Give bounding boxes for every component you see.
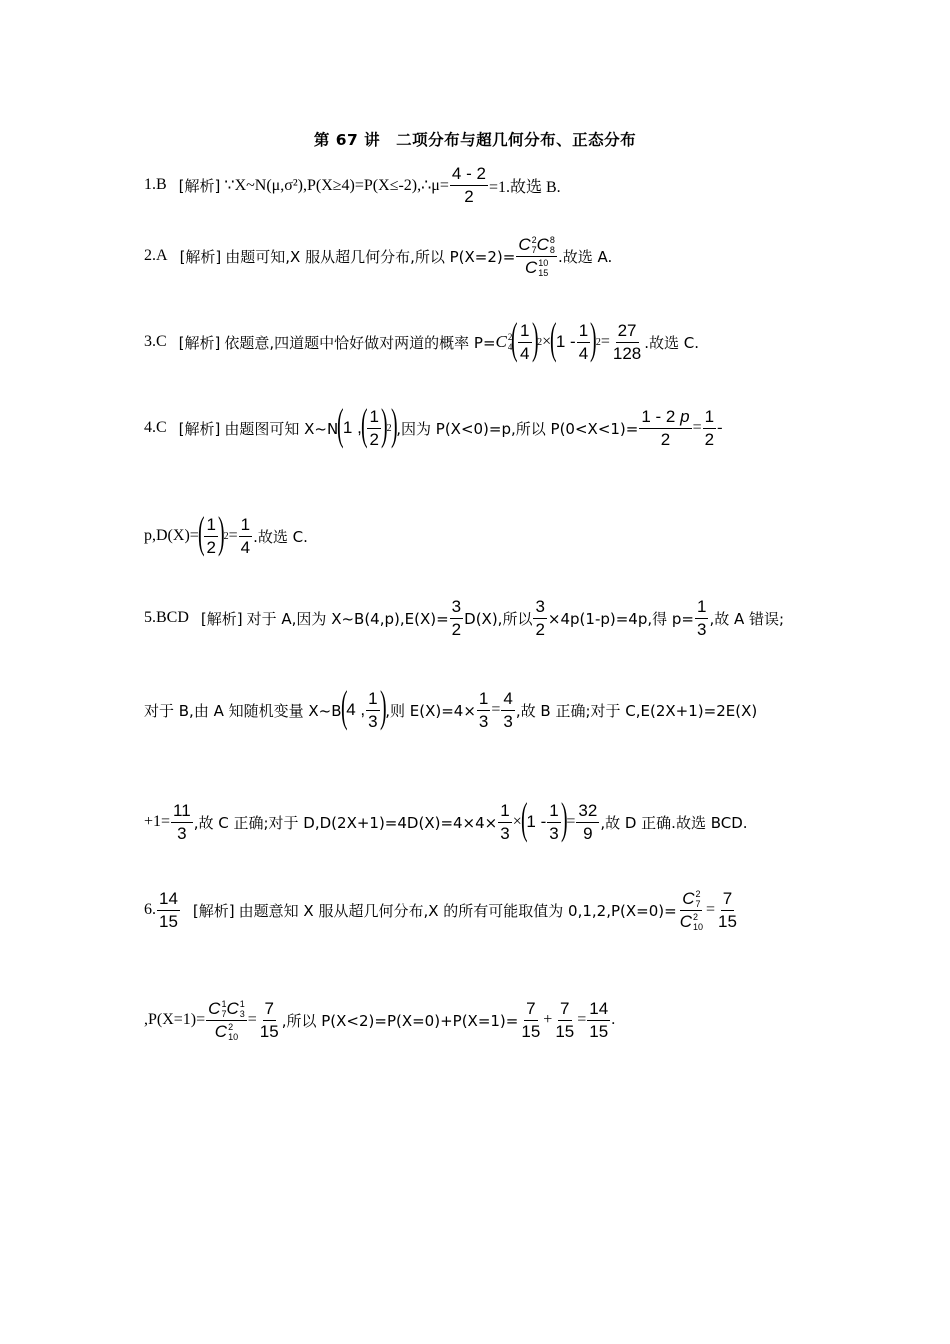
answer-6: 6. 14 15 [解析] 由题意知 X 服从超几何分布,X 的所有可能取值为 0,1,2,P(X=0)= C 2 7 C 2 10 = 7 15 <box>144 888 737 933</box>
answer-5-line2: 对于 B,由 A 知随机变量 X~B ( 4 , 1 3 ) ,则 E(X)=4× $\frac{1}{3}$ = 4 3 ,故 B 正确;对于 C,E(2X+1)=2E(X) <box>144 682 758 731</box>
fraction: C 2 7 C 8 8 C 10 15 <box>518 234 555 279</box>
answer-4: 4.C [解析] 由题图可知 X~N ( 1 , ( 1 2 ) 2 ) ,因为 P(X<0)=p,所以 P(0<X<1)= $\frac{1 - 2 p}{2}$ = 1 2 - <box>144 400 723 449</box>
answer-6-line2: ,P(X=1)= C 1 7 C 1 3 C 2 10 = 7 15 ,所以 P(X<2)=P(X=0)+P(X=1)= $\frac{7}{15}$ + 7 15 = 14 15 . <box>144 998 616 1043</box>
answer-3: 3.C [解析] 依题意,四道题中恰好做对两道的概率 P= C 2 4 ( 1 4 ) 2 × ( 1 - 1 4 ) 2 = 27 128 .故选 C. <box>144 314 700 363</box>
answer-1: 1.B [解析] ∵X~N(μ,σ²),P(X≥4)=P(X≤-2),∴μ= $\frac{4 - 2}{2}$ =1.故选 B. <box>144 163 561 206</box>
answer-2: 2.A [解析] 由题可知,X 服从超几何分布,所以 P(X=2)= C 2 7 C 8 8 C 10 15 .故选 A. <box>144 234 613 279</box>
fraction: $\frac{4 - 2}{2}$ <box>451 163 486 206</box>
answer-4-cont: p,D(X)= ( 1 2 ) 2 = 1 4 .故选 C. <box>144 508 308 557</box>
answer-5-line3: +1= $\frac{11}{3}$ ,故 C 正确;对于 D,D(2X+1)=4D(X)=4×4× $\frac{1}{3}$ × ( 1 - 1 3 ) = 32 9 ,故 D 正确.故选 BCD. <box>144 794 748 843</box>
answer-5: 5.BCD [解析] 对于 A,因为 X~B(4,p),E(X)= $\frac{3}{2}$ D(X),所以 $\frac{3}{2}$ ×4p(1-p)=4p,得 p= $\frac{1}{3}$ ,故 A 错误; <box>144 596 785 639</box>
page-title: 第 67 讲 二项分布与超几何分布、正态分布 <box>313 131 637 149</box>
